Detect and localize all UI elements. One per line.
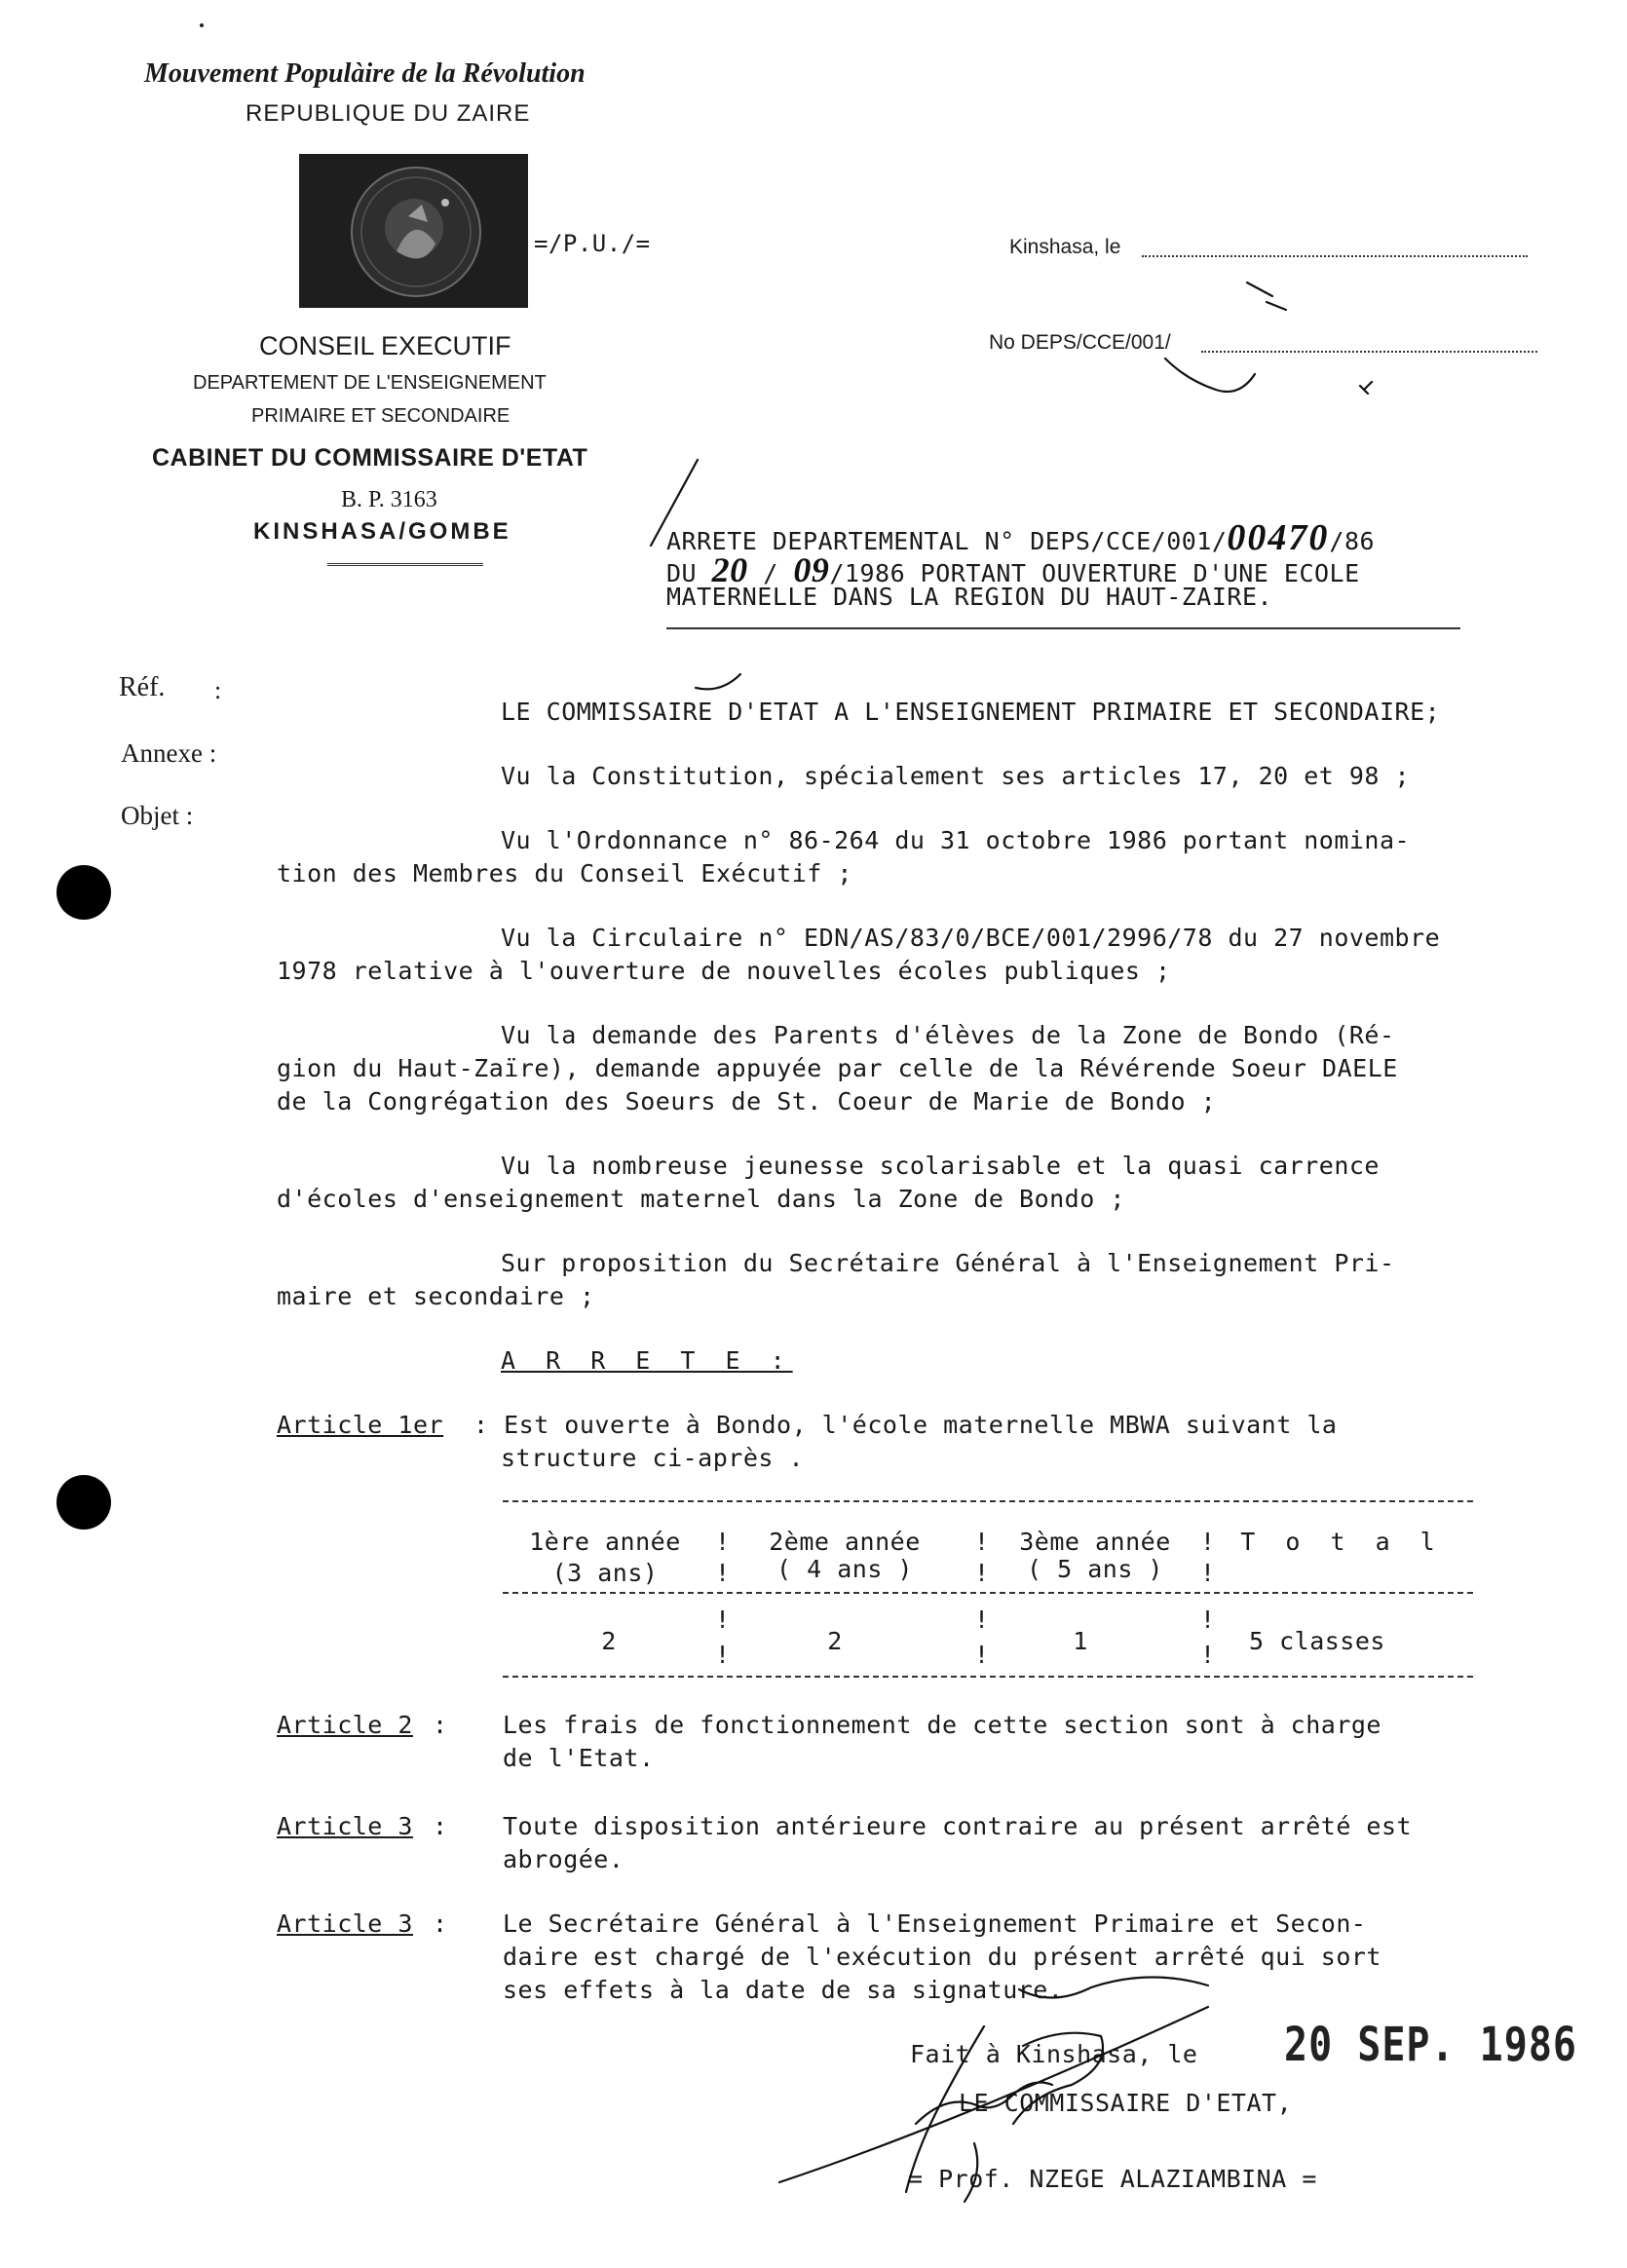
column-separator: ! — [974, 1641, 990, 1669]
vu-ordonnance-line-2: tion des Membres du Conseil Exécutif ; — [277, 859, 852, 888]
done-at-place: Fait à Kinshasa, le — [910, 2040, 1198, 2068]
column-separator: ! — [715, 1606, 731, 1634]
place-date-label: Kinshasa, le — [1009, 236, 1121, 258]
header-first-year-age: (3 ans) — [551, 1559, 659, 1587]
vu-demande-line-1: Vu la demande des Parents d'élèves de la Zone de Bondo (Ré- — [501, 1021, 1395, 1049]
vu-circulaire-line-1: Vu la Circulaire n° EDN/AS/83/0/BCE/001/2996/78 du 27 novembre — [501, 924, 1441, 952]
article-final-colon: : — [433, 1909, 448, 1938]
vu-ordonnance-line-1: Vu l'Ordonnance n° 86-264 du 31 octobre 1986 portant nomina- — [501, 826, 1411, 854]
article-3-line-1: Toute disposition antérieure contraire au présent arrêté est — [503, 1812, 1413, 1840]
header-first-year: 1ère année — [529, 1528, 681, 1556]
article-final-line-3: ses effets à la date de sa signature. — [503, 1976, 1064, 2004]
column-separator: ! — [1200, 1606, 1216, 1634]
proposition-line-1: Sur proposition du Secrétaire Général à l'Enseignement Pri- — [501, 1249, 1395, 1277]
article-2-line-2: de l'Etat. — [503, 1744, 655, 1772]
movement-name: Mouvement Populàire de la Révolution — [144, 58, 586, 89]
header-second-year: 2ème année — [769, 1528, 921, 1556]
arrete-heading: A R R E T E : — [501, 1346, 793, 1375]
decree-month-handwritten: 09 — [793, 550, 830, 589]
vu-jeunesse-line-2: d'écoles d'enseignement maternel dans la Zone de Bondo ; — [277, 1185, 1125, 1213]
column-separator: ! — [1200, 1559, 1216, 1587]
commissioner-role: LE COMMISSAIRE D'ETAT, — [959, 2089, 1293, 2117]
department-line-1: DEPARTEMENT DE L'ENSEIGNEMENT — [193, 372, 547, 394]
city-name: KINSHASA/GOMBE — [253, 518, 511, 545]
header-second-year-age: ( 4 ans ) — [776, 1555, 913, 1583]
article-final-line-1: Le Secrétaire Général à l'Enseignement Primaire et Secon- — [503, 1909, 1367, 1938]
reference-number-label: No DEPS/CCE/001/ — [989, 331, 1171, 354]
header-total: T o t a l — [1240, 1528, 1443, 1556]
department-line-2: PRIMAIRE ET SECONDAIRE — [251, 405, 511, 427]
column-separator: ! — [715, 1641, 731, 1669]
article-1-line-1: : Est ouverte à Bondo, l'école maternelle MBWA suivant la — [473, 1411, 1338, 1439]
decree-title-line-3: MATERNELLE DANS LA REGION DU HAUT-ZAIRE. — [666, 583, 1273, 611]
decree-date-separator: / — [763, 559, 778, 587]
article-3-line-2: abrogée. — [503, 1845, 624, 1873]
vu-constitution: Vu la Constitution, spécialement ses articles 17, 20 et 98 ; — [501, 762, 1411, 790]
value-first-year: 2 — [601, 1627, 617, 1655]
signatory-name: = Prof. NZEGE ALAZIAMBINA = — [908, 2165, 1317, 2193]
ref-colon: : — [214, 676, 222, 704]
article-2-colon: : — [433, 1711, 448, 1739]
vu-demande-line-3: de la Congrégation des Soeurs de St. Coeur de Marie de Bondo ; — [277, 1087, 1217, 1115]
decree-date-prefix: DU — [666, 559, 698, 587]
column-separator: ! — [715, 1528, 731, 1556]
value-total: 5 classes — [1249, 1627, 1385, 1655]
cabinet-name: CABINET DU COMMISSAIRE D'ETAT — [152, 444, 588, 472]
ref-label: Réf. — [119, 672, 166, 702]
article-1-label: Article 1er — [277, 1411, 444, 1439]
article-final-label: Article 3 — [277, 1909, 413, 1938]
value-second-year: 2 — [827, 1627, 843, 1655]
council-name: CONSEIL EXECUTIF — [259, 331, 511, 360]
vu-circulaire-line-2: 1978 relative à l'ouverture de nouvelles écoles publiques ; — [277, 957, 1171, 985]
pu-mark: =/P.U./= — [534, 230, 651, 257]
vu-jeunesse-line-1: Vu la nombreuse jeunesse scolarisable et la quasi carrence — [501, 1152, 1380, 1180]
decree-date-suffix: /1986 PORTANT OUVERTURE D'UNE ECOLE — [829, 559, 1360, 587]
date-stamp: 20 SEP. 1986 — [1284, 2019, 1577, 2073]
value-third-year: 1 — [1073, 1627, 1088, 1655]
article-3-colon: : — [433, 1812, 448, 1840]
decree-number-handwritten: 00470 — [1227, 517, 1330, 558]
postal-box: B. P. 3163 — [341, 487, 437, 512]
column-separator: ! — [974, 1559, 990, 1587]
header-third-year: 3ème année — [1019, 1528, 1171, 1556]
annexe-label: Annexe : — [121, 738, 217, 768]
proposition-line-2: maire et secondaire ; — [277, 1282, 595, 1310]
article-2-label: Article 2 — [277, 1711, 413, 1739]
republic-name: REPUBLIQUE DU ZAIRE — [246, 100, 531, 127]
column-separator: ! — [1200, 1641, 1216, 1669]
objet-label: Objet : — [121, 801, 194, 830]
column-separator: ! — [715, 1559, 731, 1587]
vu-demande-line-2: gion du Haut-Zaïre), demande appuyée par celle de la Révérende Soeur DAELE — [277, 1054, 1398, 1082]
commissioner-heading: LE COMMISSAIRE D'ETAT A L'ENSEIGNEMENT PRIMAIRE ET SECONDAIRE; — [501, 698, 1441, 726]
column-separator: ! — [974, 1606, 990, 1634]
header-third-year-age: ( 5 ans ) — [1027, 1555, 1163, 1583]
article-2-line-1: Les frais de fonctionnement de cette section sont à charge — [503, 1711, 1381, 1739]
column-separator: ! — [974, 1528, 990, 1556]
decree-number-prefix: ARRETE DEPARTEMENTAL N° DEPS/CCE/001/ — [666, 527, 1228, 555]
article-final-line-2: daire est chargé de l'exécution du présent arrêté qui sort — [503, 1943, 1381, 1971]
decree-number-suffix: /86 — [1329, 527, 1376, 555]
article-1-line-2: structure ci-après . — [501, 1444, 805, 1472]
column-separator: ! — [1200, 1528, 1216, 1556]
article-3-label: Article 3 — [277, 1812, 413, 1840]
decree-day-handwritten: 20 — [711, 550, 748, 589]
